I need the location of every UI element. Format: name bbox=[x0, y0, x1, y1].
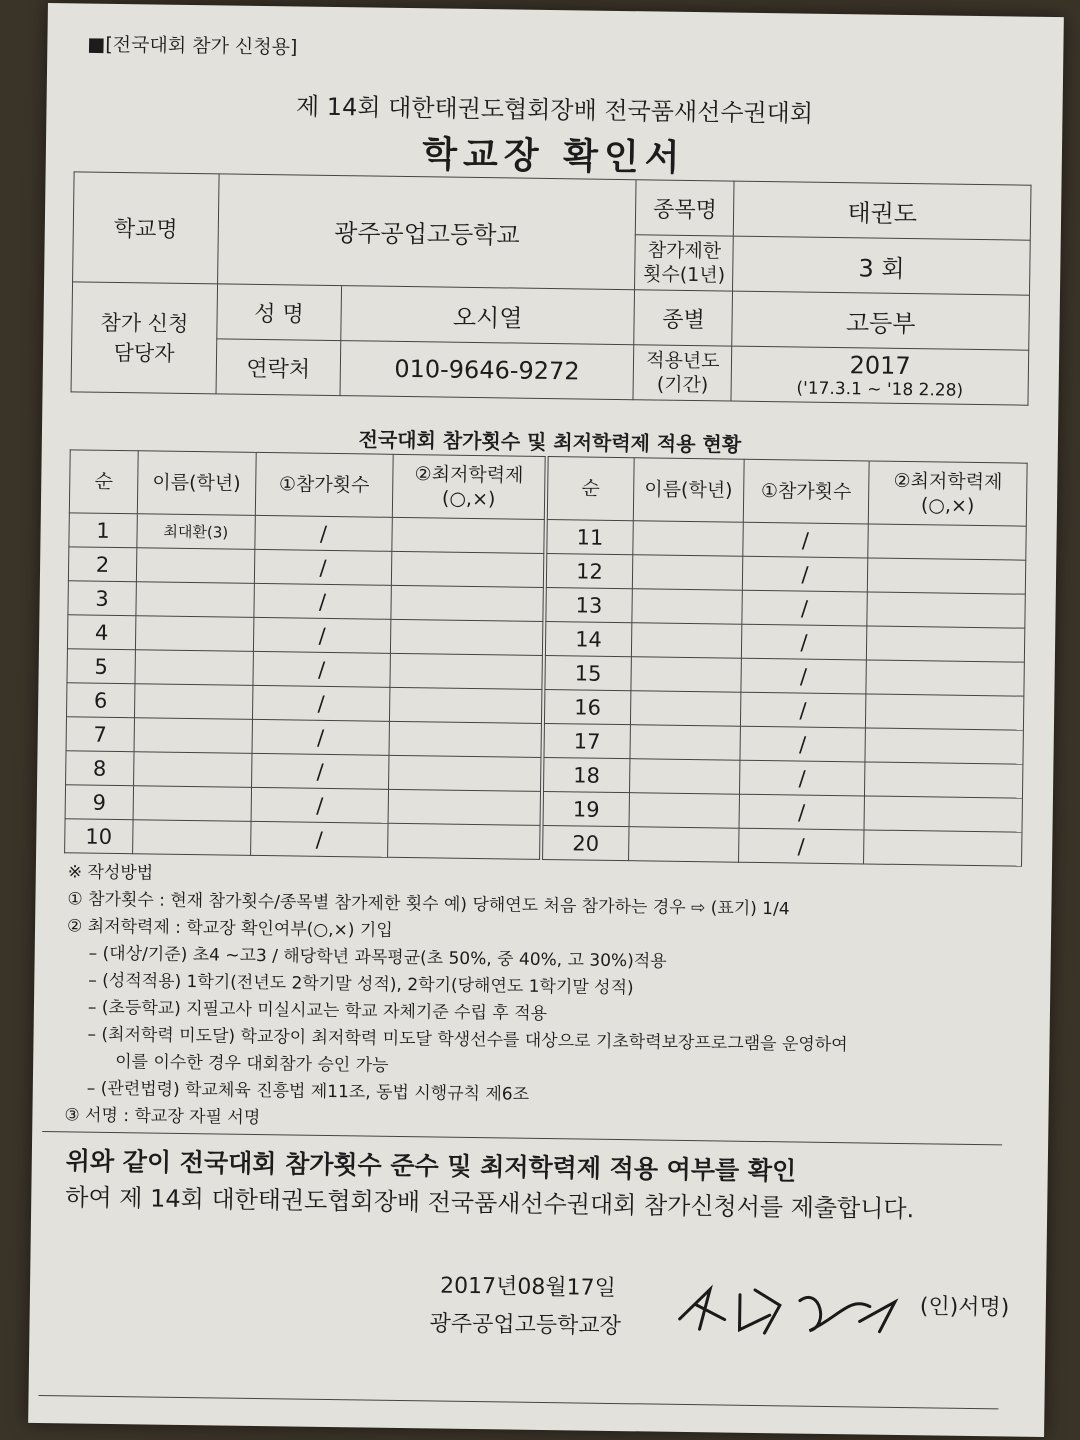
row-number: 1 bbox=[69, 513, 137, 548]
row-check bbox=[390, 687, 542, 723]
declaration bbox=[65, 1143, 1016, 1228]
row-number: 3 bbox=[68, 581, 136, 616]
col-no: 순 bbox=[547, 457, 634, 521]
competition-title: 제 14회 대한태권도협회장배 전국품새선수권대회 bbox=[295, 92, 814, 128]
row-number: 19 bbox=[543, 791, 629, 826]
col-check: ②최저학력제 (○,×) bbox=[393, 454, 546, 519]
row-count: / bbox=[254, 515, 392, 551]
row-count: / bbox=[742, 522, 868, 558]
row-name bbox=[629, 793, 739, 829]
row-name bbox=[135, 650, 253, 686]
row-check bbox=[868, 558, 1026, 594]
form-paper bbox=[28, 3, 1064, 1437]
row-count: / bbox=[741, 624, 867, 660]
row-count: / bbox=[742, 556, 868, 592]
row-name bbox=[134, 684, 252, 720]
bottom-rule bbox=[39, 1395, 999, 1409]
row-check bbox=[865, 762, 1023, 798]
declaration-line-1: 위와 같이 전국대회 참가횟수 준수 및 최저학력제 적용 여부를 확인 bbox=[65, 1146, 797, 1186]
row-number: 14 bbox=[545, 621, 631, 656]
row-name bbox=[632, 555, 742, 591]
row-name bbox=[632, 589, 742, 625]
note-2a: – (대상/기준) 초4 ~고3 / 해당학년 과목평균(초 50%, 중 40%, 고 30%)적용 bbox=[88, 943, 667, 972]
row-count: / bbox=[252, 719, 390, 755]
row-name bbox=[630, 691, 740, 727]
col-count: ①참가횟수 bbox=[255, 452, 394, 517]
seal-label: (인)서명) bbox=[919, 1294, 1010, 1321]
row-check bbox=[866, 660, 1024, 696]
event-value: 태권도 bbox=[734, 181, 1031, 240]
row-count: / bbox=[740, 658, 866, 694]
row-count: / bbox=[251, 753, 389, 789]
document-title: 학교장 확인서 bbox=[421, 134, 686, 179]
row-name bbox=[631, 657, 741, 693]
note-2d-cont: 이를 이수한 경우 대회참가 승인 가능 bbox=[115, 1052, 389, 1076]
row-number: 17 bbox=[544, 723, 630, 758]
year-label: 적용년도 (기간) bbox=[633, 345, 732, 401]
category-value: 고등부 bbox=[732, 291, 1029, 350]
row-count: / bbox=[738, 828, 864, 864]
note-2b: – (성적적용) 1학기(전년도 2학기말 성적), 2학기(당해연도 1학기말 성적) bbox=[88, 970, 634, 999]
applicant-label: 참가 신청 담당자 bbox=[71, 282, 217, 394]
contact-value: 010-9646-9272 bbox=[340, 341, 634, 400]
row-name bbox=[134, 718, 252, 754]
row-number: 4 bbox=[67, 615, 135, 650]
row-number: 16 bbox=[544, 689, 630, 724]
col-check: ②최저학력제 (○,×) bbox=[869, 461, 1028, 526]
row-check bbox=[390, 653, 542, 689]
note-2e: – (관련법령) 학교체육 진흥법 제11조, 동법 시행규칙 제6조 bbox=[86, 1078, 530, 1105]
row-check bbox=[392, 517, 544, 553]
row-name bbox=[135, 616, 253, 652]
limit-label: 참가제한 횟수(1년) bbox=[635, 235, 734, 291]
row-check bbox=[389, 755, 541, 791]
col-name: 이름(학년) bbox=[137, 451, 256, 516]
school-value: 광주공업고등학교 bbox=[217, 174, 636, 290]
instructions bbox=[64, 859, 1028, 1142]
participation-table-right bbox=[542, 456, 1028, 867]
row-name bbox=[133, 752, 251, 788]
row-number: 13 bbox=[546, 587, 632, 622]
row-number: 6 bbox=[66, 683, 134, 718]
row-count: / bbox=[254, 583, 392, 619]
row-check bbox=[389, 721, 541, 757]
signer-title: 광주공업고등학교장 bbox=[429, 1311, 621, 1340]
row-check bbox=[866, 694, 1024, 730]
row-number: 12 bbox=[546, 553, 632, 588]
row-count: / bbox=[740, 726, 866, 762]
declaration-line-2: 하여 제 14회 대한태권도협회장배 전국품새선수권대회 참가신청서를 제출합니다. bbox=[65, 1183, 915, 1224]
year-value: 2017 bbox=[849, 351, 911, 381]
name-value: 오시열 bbox=[341, 286, 635, 345]
row-name bbox=[133, 786, 251, 822]
row-check bbox=[392, 551, 544, 587]
row-count: / bbox=[253, 651, 391, 687]
row-name bbox=[629, 759, 739, 795]
contact-label: 연락처 bbox=[216, 339, 341, 396]
year-cell bbox=[731, 346, 1028, 405]
signature-date: 2017년08월17일 bbox=[439, 1273, 616, 1302]
row-count: / bbox=[250, 821, 388, 857]
form-tag: ■[전국대회 참가 신청용] bbox=[87, 33, 298, 59]
row-check bbox=[864, 830, 1022, 866]
row-count: / bbox=[739, 794, 865, 830]
table-row bbox=[65, 819, 540, 860]
row-count: / bbox=[740, 692, 866, 728]
row-name bbox=[633, 521, 743, 557]
note-1: ① 참가횟수 : 현재 참가횟수/종목별 참가제한 횟수 예) 당해연도 처음 참가하는 경우 ⇨ (표기) 1/4 bbox=[67, 889, 790, 920]
row-check bbox=[391, 619, 543, 655]
row-number: 18 bbox=[544, 757, 630, 792]
table-row bbox=[543, 825, 1022, 866]
col-no: 순 bbox=[69, 450, 138, 514]
row-check bbox=[865, 728, 1023, 764]
limit-value: 3 회 bbox=[733, 236, 1030, 295]
row-name: 최대환(3) bbox=[137, 514, 255, 550]
row-name bbox=[132, 820, 250, 856]
row-check bbox=[867, 592, 1025, 628]
row-name bbox=[136, 548, 254, 584]
category-label: 종별 bbox=[634, 290, 733, 346]
row-name bbox=[136, 582, 254, 618]
row-check bbox=[388, 789, 540, 825]
row-check bbox=[388, 823, 540, 859]
table-header bbox=[69, 450, 545, 520]
note-3: ③ 서명 : 학교장 자필 서명 bbox=[64, 1105, 261, 1129]
row-check bbox=[867, 626, 1025, 662]
row-name bbox=[631, 623, 741, 659]
row-count: / bbox=[739, 760, 865, 796]
participation-table-left bbox=[64, 449, 546, 860]
row-count: / bbox=[254, 549, 392, 585]
note-2d: – (최저학력 미도달) 학교장이 최저학력 미도달 학생선수를 대상으로 기초학력보장프로그램을 운영하여 bbox=[87, 1024, 848, 1056]
row-name bbox=[628, 827, 738, 863]
event-label: 종목명 bbox=[636, 180, 735, 236]
row-check bbox=[864, 796, 1022, 832]
instructions-title: ※ 작성방법 bbox=[67, 862, 154, 884]
row-number: 2 bbox=[68, 547, 136, 582]
col-name: 이름(학년) bbox=[633, 458, 744, 523]
row-check bbox=[391, 585, 543, 621]
row-number: 15 bbox=[545, 655, 631, 690]
note-2c: – (초등학교) 지필고사 미실시교는 학교 자체기준 수립 후 적용 bbox=[87, 997, 548, 1025]
row-number: 7 bbox=[66, 717, 134, 752]
school-label: 학교명 bbox=[73, 172, 219, 284]
note-2: ② 최저학력제 : 학교장 확인여부(○,×) 기입 bbox=[66, 916, 393, 941]
info-table bbox=[71, 171, 1032, 405]
table-header bbox=[547, 457, 1027, 527]
row-number: 10 bbox=[65, 819, 133, 854]
handwritten-signature bbox=[669, 1274, 940, 1348]
row-name bbox=[630, 725, 740, 761]
year-period: ('17.3.1 ~ '18 2.28) bbox=[796, 378, 964, 401]
row-number: 20 bbox=[543, 825, 629, 860]
row-count: / bbox=[741, 590, 867, 626]
row-count: / bbox=[251, 787, 389, 823]
row-number: 9 bbox=[65, 785, 133, 820]
col-count: ①참가횟수 bbox=[743, 459, 870, 524]
row-count: / bbox=[253, 617, 391, 653]
name-label: 성 명 bbox=[217, 284, 342, 341]
row-check bbox=[868, 524, 1026, 560]
row-number: 5 bbox=[67, 649, 135, 684]
row-count: / bbox=[252, 685, 390, 721]
row-number: 8 bbox=[66, 751, 134, 786]
row-number: 11 bbox=[547, 519, 633, 554]
table-heading: 전국대회 참가횟수 및 최저학력제 적용 현황 bbox=[358, 427, 742, 457]
